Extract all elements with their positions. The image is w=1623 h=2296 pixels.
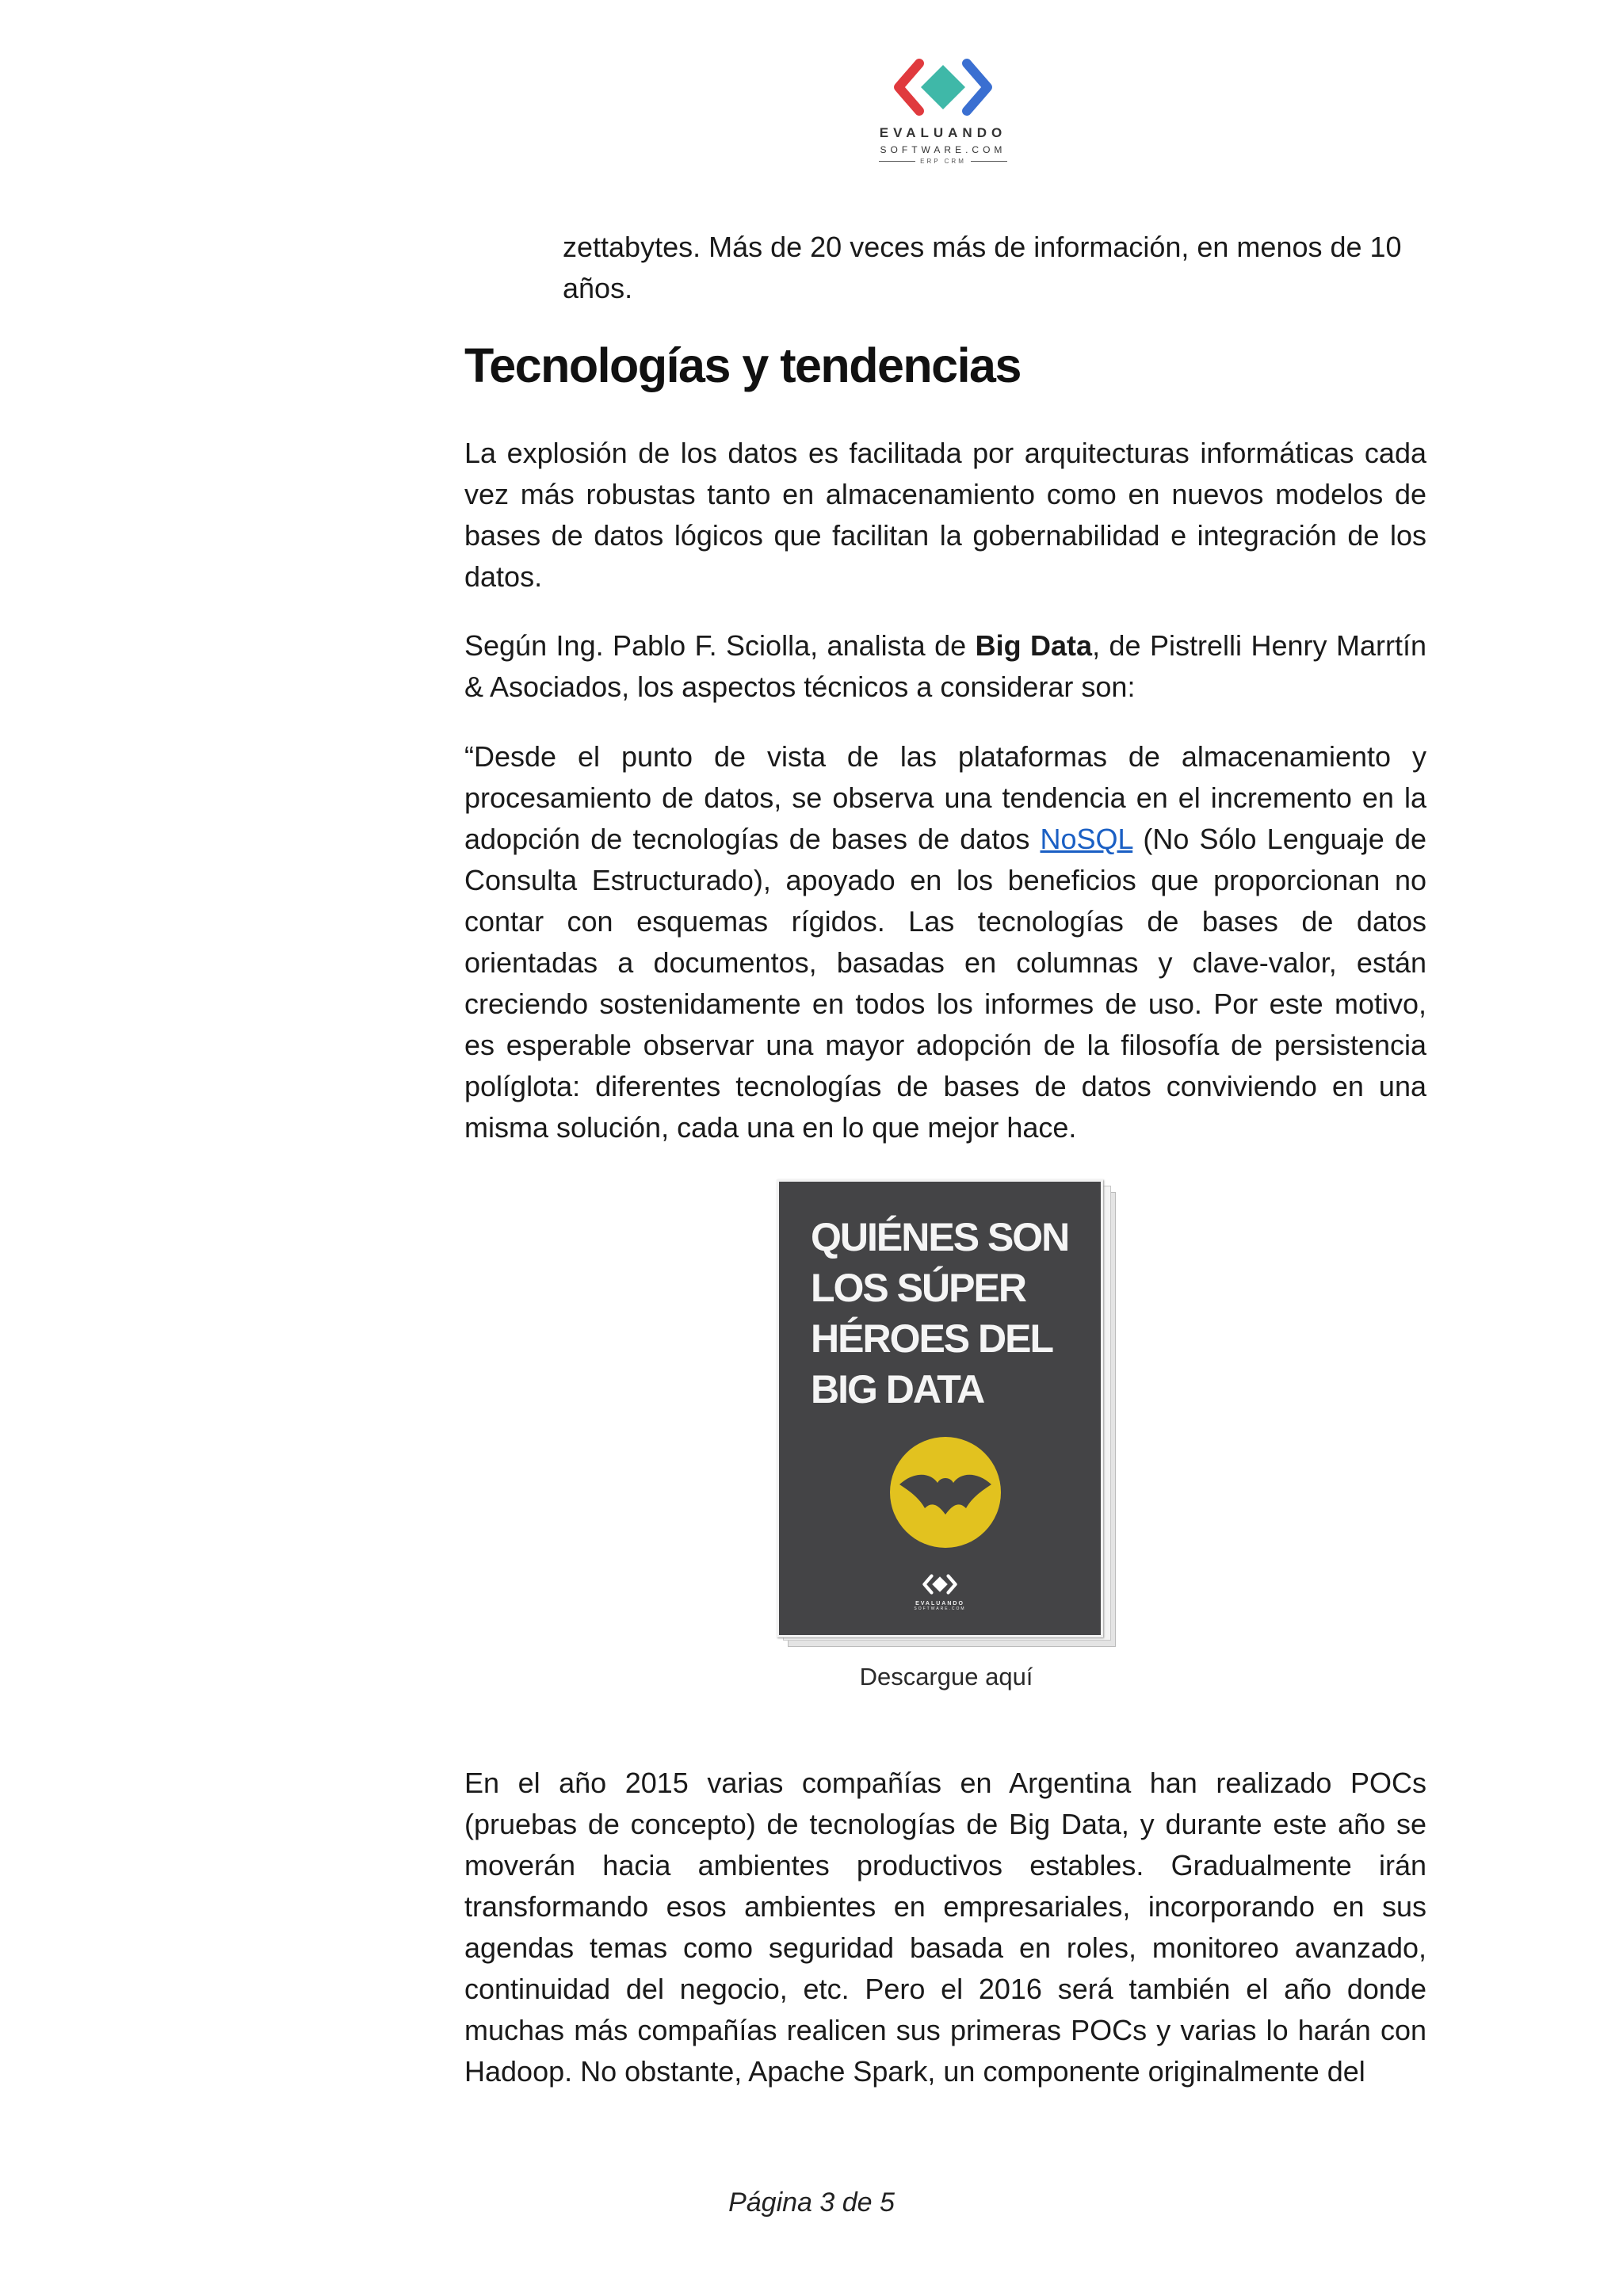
logo-tagline [872, 158, 1014, 165]
quote-text [464, 736, 1426, 1148]
paragraph-3-text: En el año 2015 varias compañías en Argentina han realizado POCs (pruebas de concepto) de tecnologías de Big Data, y durante este año se moverán hacia ambientes productivos estables. Gradualmente irán transformando esos ambientes en empresariales, incorporando en sus agendas temas como seguridad basada en roles, monitoreo avanzado, continuidad del negocio, etc. Pero el 2016 será también el año donde muchas más compañías realicen sus primeras POCs y varias lo harán con Hadoop. No obstante, Apache Spark, un componente originalmente del [464, 1767, 1426, 2088]
section-heading: Tecnologías y tendencias [464, 338, 1021, 392]
ebook-cover[interactable] [777, 1179, 1103, 1637]
ebook-logo-domain: SOFTWARE.COM [914, 1606, 966, 1611]
body-paragraph-1 [464, 433, 1426, 598]
ebook-title: QUIÉNES SON LOS SÚPER HÉROES DEL BIG DATA [811, 1215, 1069, 1412]
logo-text-evaluando: EVALUANDO [879, 125, 1007, 140]
ebook-logo-text: EVALUANDO [915, 1601, 964, 1606]
download-link[interactable]: Descargue aquí [859, 1663, 1033, 1690]
continuation-paragraph [563, 227, 1426, 309]
paragraph-2-text [464, 625, 1426, 708]
evaluando-logo-icon [888, 55, 999, 119]
continuation-text: zettabytes. Más de 20 veces más de información, en menos de 10 años. [563, 231, 1402, 304]
ebook-logo [906, 1573, 974, 1611]
nosql-link[interactable]: NoSQL [1040, 823, 1133, 855]
paragraph-1-text: La explosión de los datos es facilitada por arquitecturas informáticas cada vez más robustas tanto en almacenamiento como en nuevos modelos de bases de datos lógicos que facilitan la gobernabilidad e integración de los datos. [464, 437, 1426, 593]
header-logo [872, 55, 1014, 174]
logo-tagline-text: ERP CRM [920, 158, 966, 165]
tagline-rule-left [879, 161, 915, 162]
tagline-rule-right [971, 161, 1007, 162]
page-number: Página 3 de 5 [728, 2187, 895, 2218]
quote-rest: (No Sólo Lenguaje de Consulta Estructurado), apoyado en los beneficios que proporcionan no contar con esquemas rígidos. Las tecnologías de bases de datos orientadas a documentos, basadas en columnas y clave-valor, están creciendo sostenidamente en todos los informes de uso. Por este motivo, es esperable observar una mayor adopción de la filosofía de persistencia políglota: diferentes tecnologías de bases de datos conviviendo en una misma solución, cada una en lo que mejor hace. [464, 823, 1427, 1144]
evaluando-mini-logo-icon [916, 1573, 964, 1595]
paragraph-2-intro: Según Ing. Pablo F. Sciolla, analista de [464, 629, 976, 662]
body-paragraph-3 [464, 1763, 1426, 2092]
big-data-bold: Big Data [975, 629, 1093, 662]
paragraph-2-rest: , de Pistrelli Henry Marrtín & Asociados, los aspectos técnicos a considerar son: [464, 629, 1426, 703]
quote-paragraph [464, 736, 1426, 1148]
logo-text-domain: SOFTWARE.COM [880, 144, 1006, 155]
bat-emblem-icon [888, 1435, 1002, 1549]
quote-intro: “Desde el punto de vista de las plataformas de almacenamiento y procesamiento de datos, se observa una tendencia en el incremento en la adopción de tecnologías de bases de datos [464, 740, 1426, 855]
body-paragraph-2 [464, 625, 1426, 708]
ebook-banner[interactable] [777, 1179, 1116, 1648]
